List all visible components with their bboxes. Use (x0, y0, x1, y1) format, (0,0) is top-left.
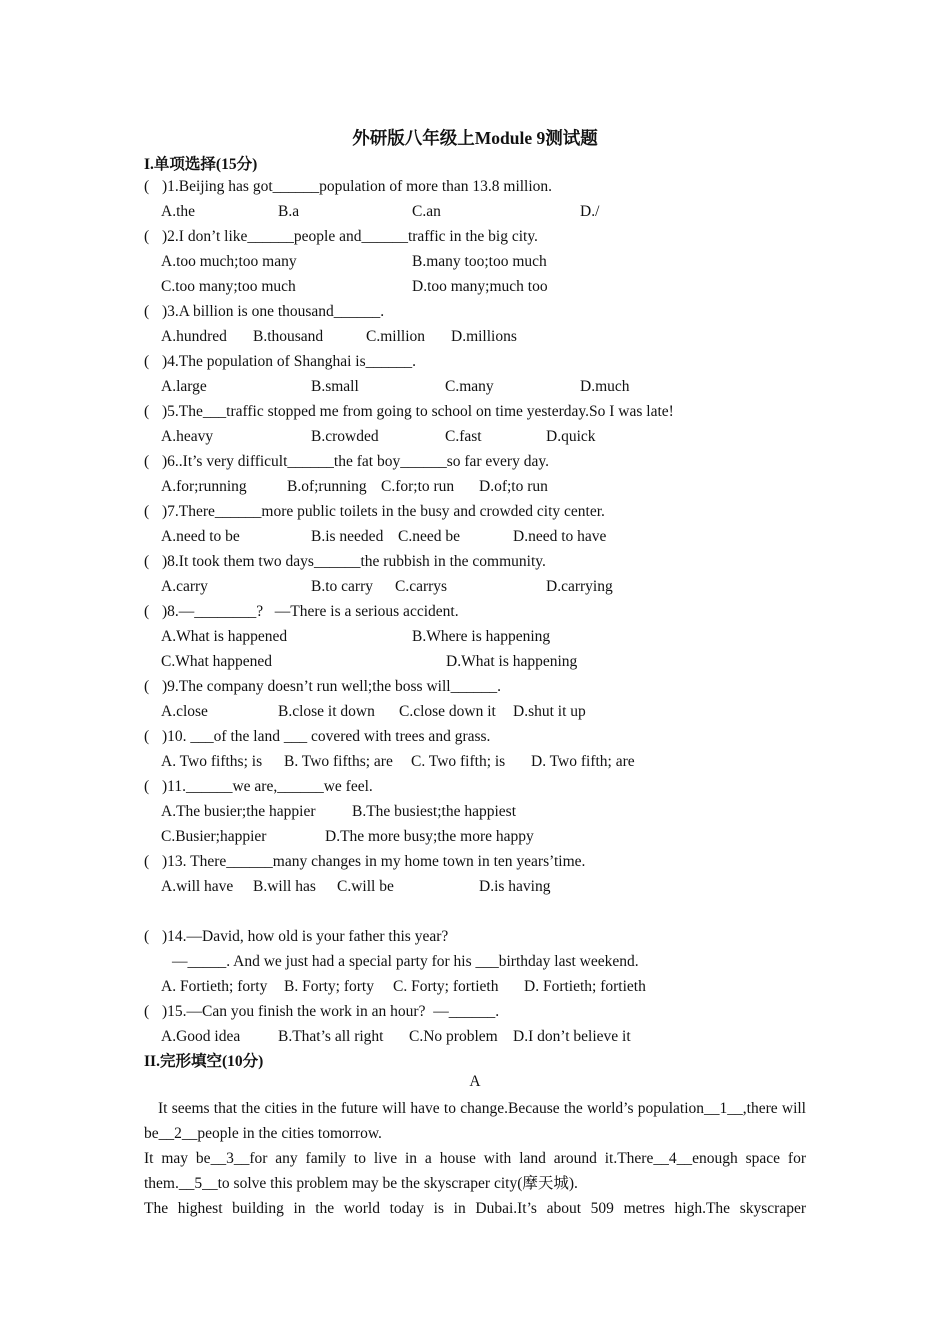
question-stem: ( )4.The population of Shanghai is______. (144, 353, 416, 370)
option-c: C. Two fifth; is (411, 753, 506, 770)
option-a: A.Good idea (161, 1028, 241, 1045)
question-stem: ( )15.—Can you finish the work in an hour? —______. (144, 1003, 500, 1020)
option-b: B. Forty; forty (284, 978, 374, 995)
option-a: A.large (161, 378, 207, 395)
option-a: A.will have (161, 878, 234, 895)
section-heading-cloze: II.完形填空(10分) (144, 1053, 264, 1070)
option-b: B.small (311, 378, 359, 395)
question-stem: ( )14.—David, how old is your father this year? (144, 928, 449, 945)
question-stem: ( )8.—________? —There is a serious accident. (144, 603, 459, 620)
option-a: A.for;running (161, 478, 247, 495)
option-c: C.many (445, 378, 494, 395)
option-d: D.shut it up (513, 703, 586, 720)
option-a: A.the (161, 203, 196, 220)
option-d: D./ (580, 203, 600, 220)
cloze-paragraph: It seems that the cities in the future will have to change.Because the world’s population__1__,there will be__2__people in the cities tomorrow. (144, 1100, 806, 1142)
passage-label: A (469, 1073, 481, 1090)
option-d: D.millions (451, 328, 517, 345)
question-sub-line: —_____. And we just had a special party for his ___birthday last weekend. (172, 953, 639, 970)
option-c: C.Busier;happier (161, 828, 267, 845)
option-b: B.many too;too much (412, 253, 547, 270)
option-d: D.too many;much too (412, 278, 548, 295)
option-b: B. Two fifths; are (284, 753, 393, 770)
option-b: B.thousand (253, 328, 324, 345)
option-d: D.quick (546, 428, 596, 445)
option-b: B.close it down (278, 703, 375, 720)
option-d: D.The more busy;the more happy (325, 828, 534, 845)
question-stem: ( )7.There______more public toilets in the busy and crowded city center. (144, 503, 605, 520)
option-b: B.of;running (287, 478, 367, 495)
option-c: C.carrys (395, 578, 448, 595)
option-a: A.What is happened (161, 628, 288, 645)
option-b: B.That’s all right (278, 1028, 384, 1045)
option-b: B.is needed (311, 528, 384, 545)
option-c: C.will be (337, 878, 394, 895)
option-d: D. Two fifth; are (531, 753, 635, 770)
question-stem: ( )2.I don’t like______people and______traffic in the big city. (144, 228, 538, 245)
option-a: A.The busier;the happier (161, 803, 316, 820)
option-c: C.for;to run (381, 478, 455, 495)
option-d: D.need to have (513, 528, 607, 545)
option-c: C.close down it (399, 703, 496, 720)
option-c: C.an (412, 203, 441, 220)
option-b: B.a (278, 203, 300, 220)
option-c: C.What happened (161, 653, 273, 670)
option-b: B.will has (253, 878, 316, 895)
option-d: D.I don’t believe it (513, 1028, 631, 1045)
option-c: C.million (366, 328, 425, 345)
question-stem: ( )3.A billion is one thousand______. (144, 303, 385, 320)
option-a: A.need to be (161, 528, 240, 545)
question-stem: ( )13. There______many changes in my home town in ten years’time. (144, 853, 586, 870)
cloze-paragraph: It may be__3__for any family to live in a house with land around it.There__4__enough space for them.__5__to solve this problem may be the skyscraper city(摩天城). (144, 1150, 806, 1192)
question-stem: ( )10. ___of the land ___ covered with trees and grass. (144, 728, 491, 745)
option-a: A.hundred (161, 328, 227, 345)
page-title: 外研版八年级上Module 9测试题 (352, 128, 598, 148)
option-b: B.Where is happening (412, 628, 551, 645)
option-b: B.The busiest;the happiest (352, 803, 517, 820)
option-a: A. Fortieth; forty (161, 978, 268, 995)
option-d: D.of;to run (479, 478, 548, 495)
option-b: B.crowded (311, 428, 379, 445)
option-c: C.need be (398, 528, 460, 545)
question-stem: ( )6..It’s very difficult______the fat boy______so far every day. (144, 453, 549, 470)
option-a: A. Two fifths; is (161, 753, 263, 770)
option-a: A.heavy (161, 428, 214, 445)
cloze-paragraph: The highest building in the world today is in Dubai.It’s about 509 metres high.The skyscraper (144, 1200, 806, 1217)
option-c: C.No problem (409, 1028, 498, 1045)
section-heading-multiple-choice: I.单项选择(15分) (144, 156, 258, 173)
option-d: D.What is happening (446, 653, 578, 670)
option-a: A.too much;too many (161, 253, 297, 270)
option-a: A.carry (161, 578, 208, 595)
option-c: C. Forty; fortieth (393, 978, 499, 995)
option-d: D.carrying (546, 578, 613, 595)
option-b: B.to carry (311, 578, 373, 595)
option-d: D. Fortieth; fortieth (524, 978, 646, 995)
question-stem: ( )5.The___traffic stopped me from going to school on time yesterday.So I was late! (144, 403, 674, 420)
question-stem: ( )9.The company doesn’t run well;the boss will______. (144, 678, 501, 695)
option-a: A.close (161, 703, 208, 720)
option-c: C.fast (445, 428, 482, 445)
option-c: C.too many;too much (161, 278, 296, 295)
question-stem: ( )1.Beijing has got______population of more than 13.8 million. (144, 178, 553, 195)
question-stem: ( )11.______we are,______we feel. (144, 778, 373, 795)
question-stem: ( )8.It took them two days______the rubbish in the community. (144, 553, 546, 570)
option-d: D.much (580, 378, 630, 395)
option-d: D.is having (479, 878, 551, 895)
